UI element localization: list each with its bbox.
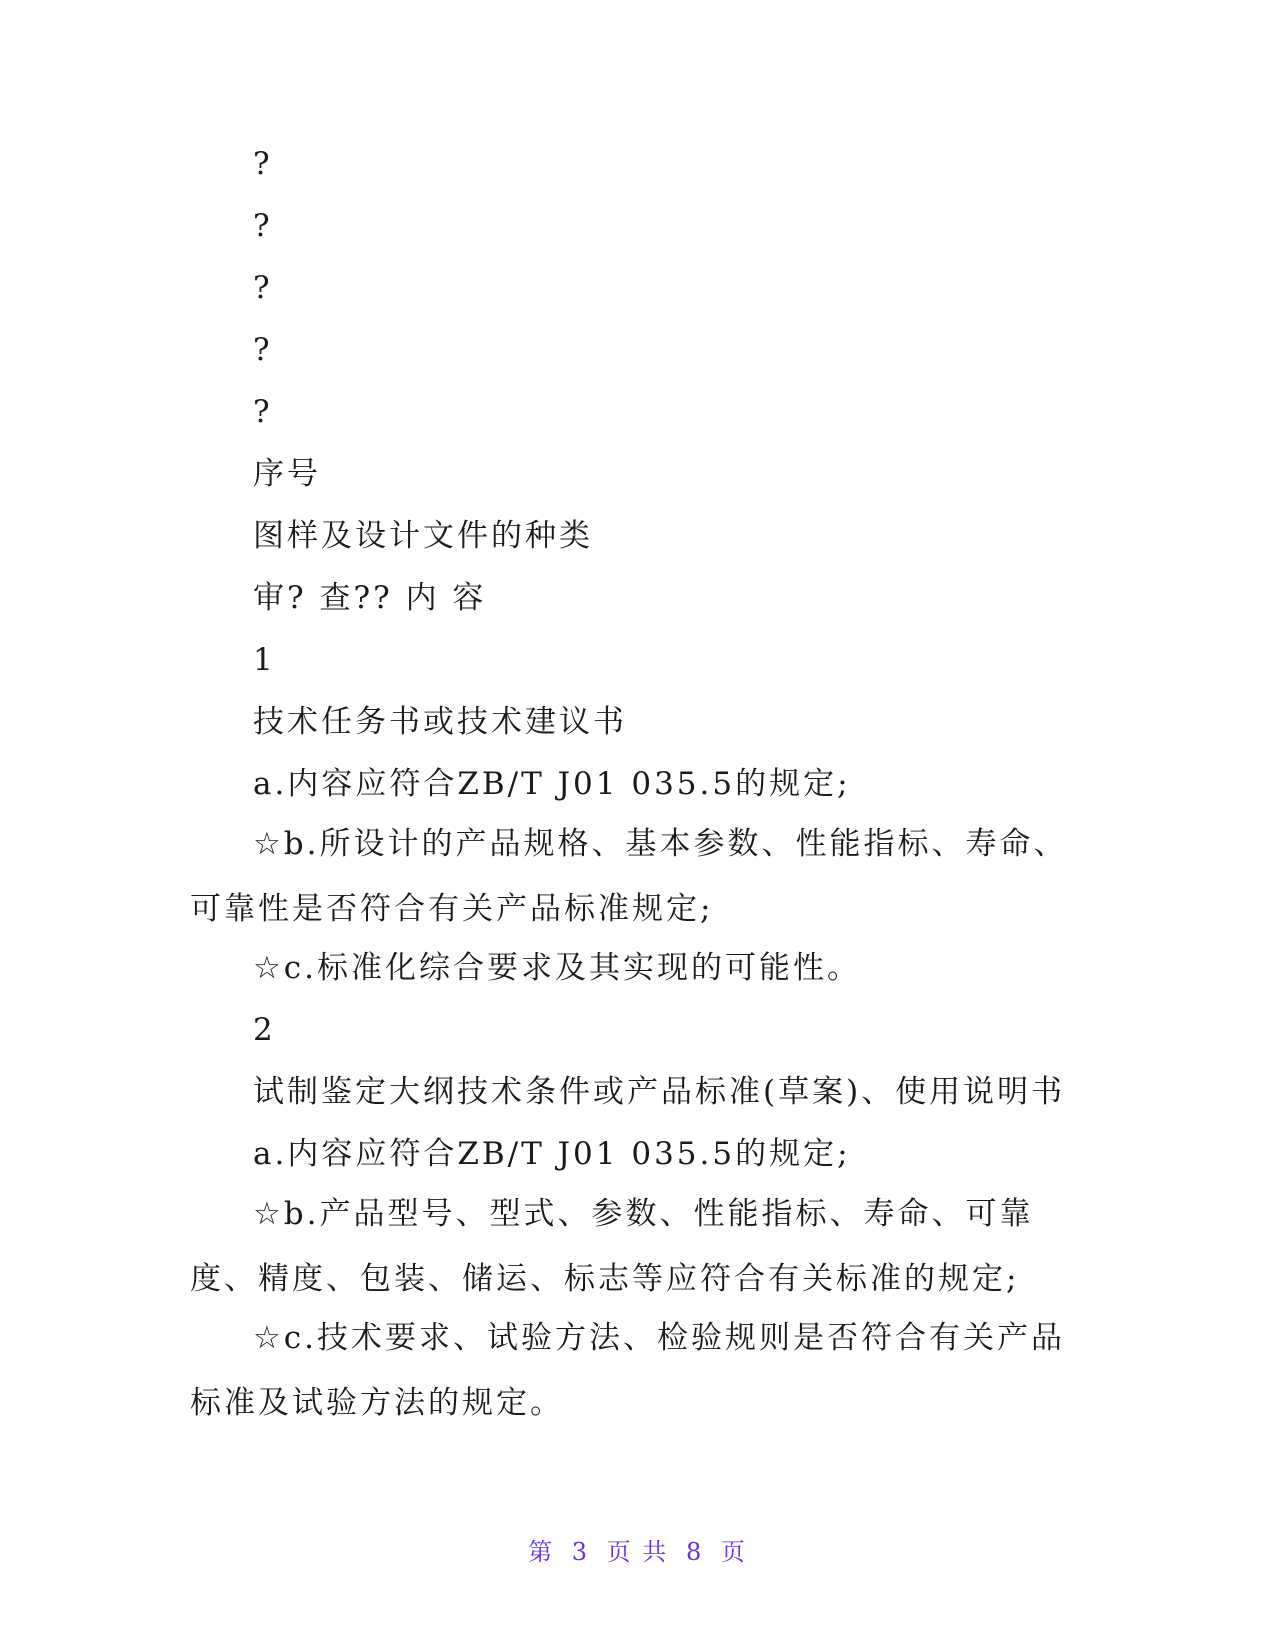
item-1-point-a: a.内容应符合ZB/T J01 035.5的规定; xyxy=(253,766,851,802)
item-1-point-b: ☆b.所设计的产品规格、基本参数、性能指标、寿命、可靠性是否符合有关产品标准规定; xyxy=(190,826,1068,927)
item-2-title: 试制鉴定大纲技术条件或产品标准(草案)、使用说明书 xyxy=(253,1074,1066,1110)
header-serial: 序号 xyxy=(253,456,321,492)
header-document-type: 图样及设计文件的种类 xyxy=(253,518,593,554)
footer-total-pages: 8 xyxy=(685,1538,704,1566)
item-number-2: 2 xyxy=(253,1012,276,1048)
item-2-point-a: a.内容应符合ZB/T J01 035.5的规定; xyxy=(253,1136,851,1172)
line-question-3: ? xyxy=(253,270,273,306)
item-number-1: 1 xyxy=(253,642,276,678)
line-question-1: ? xyxy=(253,146,273,182)
line-question-2: ? xyxy=(253,208,273,244)
header-review-content: 审? 查?? 内 容 xyxy=(253,580,487,616)
line-question-4: ? xyxy=(253,332,273,368)
item-1-title: 技术任务书或技术建议书 xyxy=(253,704,627,740)
footer-middle: 页 共 xyxy=(606,1538,669,1566)
footer-suffix: 页 xyxy=(720,1538,747,1566)
footer-current-page: 3 xyxy=(571,1538,590,1566)
item-2-point-c: ☆c.技术要求、试验方法、检验规则是否符合有关产品标准及试验方法的规定。 xyxy=(190,1320,1066,1421)
footer-prefix: 第 xyxy=(528,1538,555,1566)
item-1-point-c: ☆c.标准化综合要求及其实现的可能性。 xyxy=(253,950,862,986)
page-footer xyxy=(0,1532,1275,1567)
item-2-point-b: ☆b.产品型号、型式、参数、性能指标、寿命、可靠度、精度、包装、储运、标志等应符合有关标准的规定; xyxy=(190,1196,1034,1297)
line-question-5: ? xyxy=(253,394,273,430)
